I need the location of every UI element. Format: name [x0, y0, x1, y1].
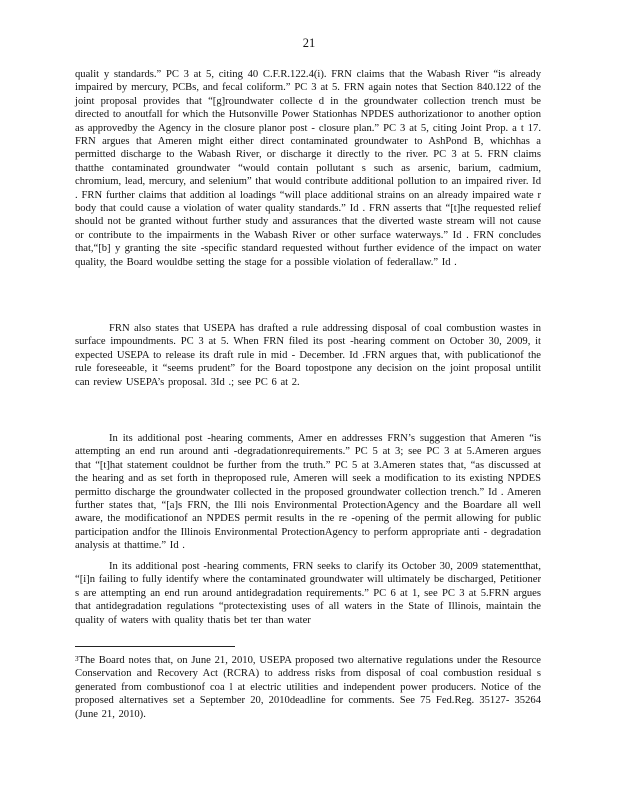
paragraph-4: In its additional post -hearing comments, FRN seeks to clarify its October 30, 2009 statementthat, “[i]n failing to fully identify where the contaminated groundwater will ultimately be discharged, Petitioner s are attempting an end run around antidegradation requirements.” PC 6 at 1, see PC 3 at 5.FRN argues that antidegradation regulations “protectexisting uses of all waters in the State of Illinois, maintain the quality of waters with quality thatis bet ter than water	[75, 561, 541, 626]
paragraph-1: qualit y standards.” PC 3 at 5, citing 40 C.F.R.122.4(i). FRN claims that the Wabash River “is already impaired by mercury, PCBs, and fecal coliform.” PC 3 at 5. FRN again notes that Section 840.122 of the joint proposal provides that “[g]roundwater collecte d in the groundwater collection trench must be directed to anoutfall for which the Hutsonville Power Stationhas NPDES authorizationor to another option as approvedby the Agency in the closure planor post - closure plan.” PC 3 at 5, citing Joint Prop. a t 17. FRN argues that Ameren might either direct contaminated groundwater to AshPond B, whichhas a permitted discharge to the Wabash River, or discharge it directly to the river. PC 3 at 5. FRN claims thatthe contaminated groundwater “would contain pollutant s such as arsenic, barium, cadmium, chromium, lead, mercury, and selenium” that would contribute additional pollution to an impaired river. Id . FRN further claims that addition al loadings “will place additional strains on an already impaired wate r body that could cause a violation of water quality standards.” Id . FRN asserts that “[t]he requested relief should not be granted without further study and assurances that the diverted waste stream will not cause or contribute to the impairments in the Wabash River or other surface waterways.” Id . FRN concludes that,“[b] y granting the site -specific standard requested without further evidence of the impact on water quality, the Board wouldbe setting the stage for a possible violation of federallaw.” Id .	[75, 69, 541, 268]
page-number: 21	[302, 36, 316, 50]
paragraph-3: In its additional post -hearing comments, Amer en addresses FRN’s suggestion that Ameren “is attempting an end run around anti -degradationrequirements.” PC 5 at 3; see PC 3 at 5.Ameren argues that “[t]hat statement couldnot be further from the truth.” PC 5 at 3.Ameren states that, “as discussed at the hearing and as set forth in theproposed rule, Ameren will seek a modification to its existing NPDES permitto discharge the groundwater collected in the proposed groundwater collection trench.” Id . Ameren further states that, “[a]s FRN, the Illi nois Environmental ProtectionAgency and the Boardare all well aware, the modificationof an NPDES permit results in the re -opening of the permit allowing for public participation andfor the Illinois Environmental ProtectionAgency to perform appropriate anti - degradation analysis at thattime.” Id .	[75, 433, 541, 552]
footnote-text: The Board notes that, on June 21, 2010, USEPA proposed two alternative regulations under the Resource Conservation and Recovery Act (RCRA) to address risks from disposal of coal combustion residual s generated from combustionof coa l at electric utilities and independent power producers. Notice of the proposed alternatives set a September 20, 2010deadline for comments. See 75 Fed.Reg. 35127- 35264 (June 21, 2010).	[75, 655, 541, 720]
paragraph-2: FRN also states that USEPA has drafted a rule addressing disposal of coal combustion wastes in surface impoundments. PC 3 at 5. When FRN filed its post -hearing comment on October 30, 2009, it expected USEPA to release its draft rule in mid - December. Id .FRN argues that, with publicationof the rule foreseeable, it “seems prudent” for the Board topostpone any decision on the joint proposal untilit can review USEPA’s proposal. 3Id .; see PC 6 at 2.	[75, 323, 541, 388]
footnote-marker: 3	[75, 655, 79, 663]
footnote-divider	[75, 646, 235, 647]
footnote	[75, 654, 541, 721]
